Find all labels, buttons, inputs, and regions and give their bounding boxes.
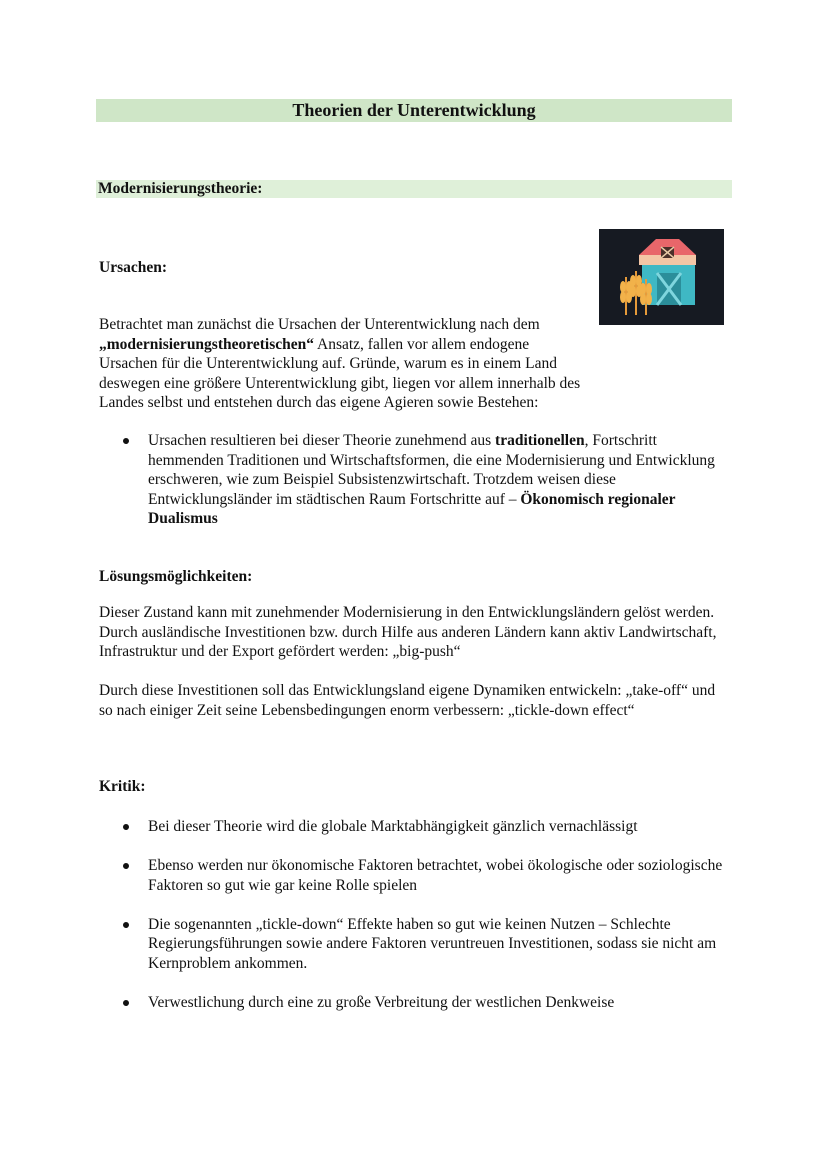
- ursachen-bullet-list: [99, 431, 729, 529]
- document-title: Theorien der Unterentwicklung: [96, 99, 732, 122]
- bold-traditionellen: traditionellen: [495, 432, 585, 449]
- kritik-bullet-list: [99, 817, 729, 1012]
- ursachen-heading: Ursachen:: [99, 259, 168, 276]
- list-item: Ursachen resultieren bei dieser Theorie zunehmend aus traditionellen, Fortschritt hemmenden Traditionen und Wirtschaftsformen, die eine Modernisierung und Entwicklung erschweren, wie zum Beispiel Subsistenzwirtschaft. Trotzdem weisen diese Entwicklungsländer im städtischen Raum Fortschritte auf – Ökonomisch regionaler Dualismus: [99, 431, 729, 529]
- barn-wheat-illustration: [599, 229, 724, 325]
- bullet-icon: [123, 438, 129, 444]
- loesung-paragraph-2: Durch diese Investitionen soll das Entwicklungsland eigene Dynamiken entwickeln: „take-off“ und so nach einiger Zeit seine Lebensbedingungen enorm verbessern: „tickle-down effect“: [99, 682, 716, 719]
- bullet-icon: [123, 824, 129, 830]
- bold-dualismus: Ökonomisch regionaler Dualismus: [148, 490, 676, 527]
- loesung-paragraph-1: Dieser Zustand kann mit zunehmender Modernisierung in den Entwicklungsländern gelöst werden. Durch ausländische Investitionen bzw. durch Hilfe aus anderen Ländern kann aktiv Landwirtschaft, Infrastruktur und der Export gefördert werden: „big-push“: [99, 604, 717, 660]
- bullet-icon: [123, 922, 129, 928]
- list-item: Bei dieser Theorie wird die globale Marktabhängigkeit gänzlich vernachlässigt: [99, 817, 729, 837]
- loesung-heading: Lösungsmöglichkeiten:: [99, 568, 253, 585]
- ursachen-intro-line1: [99, 315, 589, 413]
- list-item: Ebenso werden nur ökonomische Faktoren betrachtet, wobei ökologische oder soziologische Faktoren so gut wie gar keine Rolle spielen: [99, 856, 729, 895]
- kritik-heading: Kritik:: [99, 778, 146, 795]
- barn-wheat-icon: [599, 229, 724, 325]
- section-title: Modernisierungstheorie:: [96, 180, 732, 198]
- bullet-icon: [123, 863, 129, 869]
- list-item: Die sogenannten „tickle-down“ Effekte haben so gut wie keinen Nutzen – Schlechte Regierungsführungen sowie andere Faktoren veruntreuen Investitionen, sodass sie nicht am Kernproblem ankommen.: [99, 915, 729, 974]
- list-item: Verwestlichung durch eine zu große Verbreitung der westlichen Denkweise: [99, 993, 729, 1013]
- ursachen-intro-bold: „modernisierungstheoretischen“: [99, 335, 314, 353]
- ursachen-intro-text: Betrachtet man zunächst die Ursachen der Unterentwicklung nach dem „modernisierungstheoretischen“ Ansatz, fallen vor allem endogene Ursachen für die Unterentwicklung auf. Gründe, warum es in einem Land deswegen eine größere Unterentwicklung gibt, liegen vor allem innerhalb des Landes selbst und entstehen durch das eigene Agieren sowie Bestehen:: [99, 316, 581, 411]
- bullet-icon: [123, 1000, 129, 1006]
